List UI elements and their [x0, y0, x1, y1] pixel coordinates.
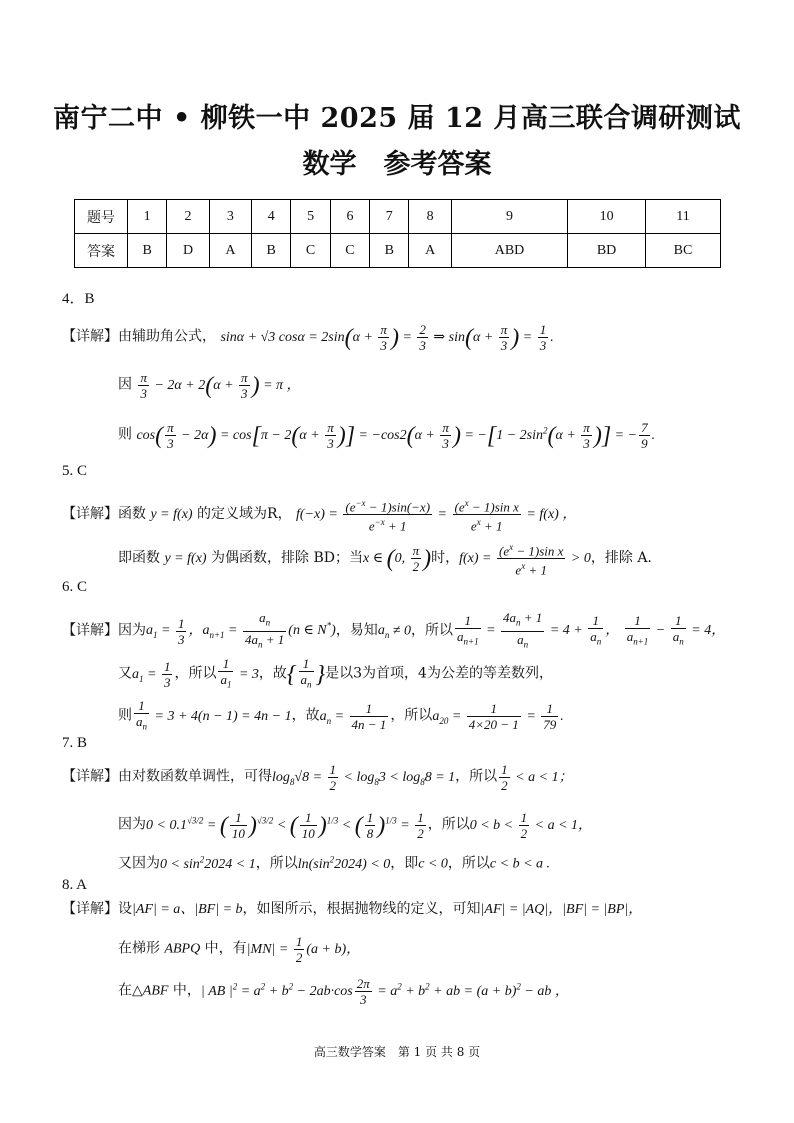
q4-line-3: [118, 420, 655, 451]
q8-line-2: [118, 934, 360, 965]
q5-line-1-lead: 【详解】函数: [62, 506, 151, 523]
q7-line-1-lead: 【详解】由对数函数单调性，可得: [62, 768, 272, 785]
q7-a-range: $\frac{1}{2}$ < a < 1；: [501, 762, 573, 793]
q5-line-2-mid: 为偶函数，排除 BD；当: [206, 550, 363, 567]
q4-formula-1: sinα + √3 cosα = 2sin(α + $\frac{\pi}{3}$ ) = $\frac{2}{3}$ ⇒ sin(α + $\frac{\pi}{3}$ ) = $\frac{1}{3}$ .: [220, 322, 554, 353]
q6-an-nonzero: $a_n \ne 0$: [377, 623, 411, 641]
q8-line-2-lead: 在梯形: [118, 940, 165, 957]
q5-line-2-tail: ，排除 A.: [590, 550, 652, 567]
q4-line-2-lead: 因: [118, 376, 132, 393]
q7-formula-2: $0 < 0.1^{√3/2}$ = ( $\frac{1}{10}$ )$^{√3/2}$ < ( $\frac{1}{10}$ )$^{1/3}$ < ( $\frac{1}{8}$ )$^{1/3}$ = $\frac{1}{2}$: [146, 810, 424, 841]
question-number-cell: 9: [451, 200, 567, 234]
q7-line-3-mid: ，所以: [255, 855, 298, 872]
q4-heading: 4．B: [62, 291, 95, 307]
q5-line-2: [118, 540, 652, 578]
q7-order: c < b < a .: [489, 856, 551, 872]
q6-formula-3: $\frac{1}{a_n}$ = 3 + 4(n − 1) = 4n − 1: [136, 698, 292, 732]
answer-table: [74, 199, 721, 268]
q6-line-2-lead: 又: [118, 665, 132, 682]
q8-heading: 8. A: [62, 877, 88, 893]
q8-line-3-mid: 中，: [168, 982, 201, 999]
q4-line-1: [62, 322, 554, 353]
q7-heading: 7. B: [62, 735, 88, 751]
question-number-cell: 2: [167, 200, 209, 234]
q6-line-3: [118, 698, 564, 735]
answer-cell: B: [252, 234, 291, 268]
q6-seq: { $\frac{1}{a_n}$ }: [286, 656, 326, 690]
q7-b-range: 0 < b < $\frac{1}{2}$ < a < 1，: [469, 810, 593, 841]
q7-ln: $\ln(\sin^22024) < 0$: [297, 854, 391, 872]
q6-an: $a_n$ = $\frac{1}{4n - 1}$: [319, 700, 387, 732]
q8-mn: |MN| = $\frac{1}{2}$ (a + b)，: [246, 934, 361, 965]
q4-line-1-lead: 【详解】由辅助角公式，: [62, 328, 216, 345]
q7-line-2-mid: ，所以: [427, 816, 470, 833]
q5-line-2-mid2: 时，: [431, 550, 460, 567]
question-number-cell: 6: [330, 200, 369, 234]
document-subtitle: 数学 参考答案: [302, 149, 492, 180]
q8-def: |AF| = a、|BF| = b: [132, 902, 243, 917]
question-number-cell: 3: [209, 200, 251, 234]
answer-cell: BD: [568, 234, 646, 268]
q8-line-2-mid: 中，有: [200, 940, 247, 957]
q7-line-3-mid3: ，所以: [447, 855, 490, 872]
q8-line-1-mid: ，如图所示，根据抛物线的定义，可知: [242, 901, 481, 917]
q4-line-3-lead: 则: [118, 426, 132, 443]
answer-row: [75, 234, 721, 268]
question-number-cell: 11: [646, 200, 721, 234]
q7-line-1-mid: ，所以: [455, 768, 498, 785]
q5-formula-1: f(−x) = $\frac{(e^{-x} - 1)\sin(-x)}{e^{-x} + 1}$ = $\frac{(e^x - 1)\sin x}{e^x + 1}$ = f(x) ，: [296, 498, 577, 534]
page-footer: 高三数学答案 第 1 页 共 8 页: [313, 1045, 481, 1059]
q5-line-2-lead: 即函数: [118, 550, 165, 567]
q7-sin-range: $0 < \sin^22024 < 1$: [160, 854, 256, 872]
answer-cell: C: [291, 234, 330, 268]
q5-line-1-mid: 的定义域为R，: [192, 506, 292, 523]
q7-line-1: [62, 762, 573, 793]
q6-line-2-mid: ，所以: [174, 665, 217, 682]
q4-formula-3: cos( $\frac{\pi}{3}$ − 2α) = cos[π − 2(α + $\frac{\pi}{3}$ )] = −cos2(α + $\frac{\pi}{3}$ ) = $-[1 - 2\sin^2(\alpha$ + $\frac{\pi}{3}$ )] = − $\frac{7}{9}$ .: [136, 420, 656, 451]
q6-line-3-lead: 则: [118, 707, 132, 724]
answer-cell: A: [409, 234, 451, 268]
q8-formula: | AB $|^2 = a^2 + b^2 - 2ab\cdot\cos$ $\frac{2\pi}{3}$ = $a^2 + b^2$ + ab = $(a + b)^2$ − ab ，: [200, 976, 569, 1007]
question-number-cell: 8: [409, 200, 451, 234]
row-label-question: 题号: [75, 200, 128, 234]
q8-line-1: [62, 900, 642, 919]
q6-formula-2: $\frac{1}{a_{n+1}}$ = $\frac{4a_n + 1}{a_n}$ = 4 + $\frac{1}{a_n}$ ， $\frac{1}{a_{n+1}}$ − $\frac{1}{a_n}$ = 4，: [457, 610, 726, 650]
q5-line-1: [62, 496, 576, 534]
question-number-row: [75, 200, 721, 234]
row-label-answer: 答案: [75, 234, 128, 268]
q6-line-1-mid: ，易知: [335, 622, 378, 639]
answer-cell: BC: [646, 234, 721, 268]
answer-cell: A: [209, 234, 251, 268]
q6-line-2-mid2: ，故: [258, 665, 287, 682]
q6-line-1-mid2: ，所以: [411, 622, 453, 639]
q6-line-1-lead: 【详解】因为: [62, 622, 146, 639]
q5-formula-2: f(x) = $\frac{(e^x - 1)\sin x}{e^x + 1}$ > 0: [459, 542, 591, 578]
q7-formula-1: $\log_8√8$ = $\frac{1}{2}$ < $\log_83 < \log_88 = 1$: [272, 762, 456, 793]
q7-line-2: [118, 810, 592, 841]
q6-a20: $a_{20}$ = $\frac{1}{4\times 20 - 1}$ = $\frac{1}{79}$ .: [432, 700, 564, 732]
answer-cell: B: [370, 234, 409, 268]
answer-cell: ABD: [451, 234, 567, 268]
q8-line-3-lead: 在: [118, 982, 132, 999]
q5-fn-y: y = f(x): [150, 507, 193, 523]
q5-interval: x ∈ (0, $\frac{\pi}{2}$ ): [363, 543, 432, 575]
q8-line-3: [118, 976, 569, 1007]
question-number-cell: 5: [291, 200, 330, 234]
q7-c: c < 0: [418, 856, 448, 872]
q6-line-2-tail: 是以3为首项，4为公差的等差数列，: [325, 665, 553, 682]
question-number-cell: 7: [370, 200, 409, 234]
answer-cell: B: [128, 234, 167, 268]
q6-formula-1: $a_1$ = $\frac{1}{3}$ ，$a_{n+1}$ = $\frac{a_n}{4a_n + 1}$ (n ∈ N*): [146, 610, 336, 650]
q8-abpq: ABPQ: [164, 941, 201, 957]
q8-line-1-lead: 【详解】设: [62, 901, 132, 917]
q4-formula-2: $\frac{\pi}{3}$ − 2α + 2(α + $\frac{\pi}{3}$ ) = π ，: [140, 370, 301, 401]
q5-fn-y2: y = f(x): [164, 551, 207, 567]
q6-line-3-mid2: ，所以: [390, 707, 433, 724]
answer-cell: D: [167, 234, 209, 268]
question-number-cell: 1: [128, 200, 167, 234]
q6-heading: 6. C: [62, 579, 88, 595]
q7-line-2-lead: 因为: [118, 816, 146, 833]
q7-line-3: [118, 850, 550, 874]
q6-line-3-mid: ，故: [291, 707, 320, 724]
q7-line-3-mid2: ，即: [390, 855, 419, 872]
question-number-cell: 4: [252, 200, 291, 234]
q6-line-2: [118, 656, 553, 693]
q6-line-1: [62, 610, 725, 652]
document-title: 南宁二中 • 柳铁一中 2025 届 12 月高三联合调研测试: [53, 103, 741, 134]
q6-a1: $a_1$ = $\frac{1}{3}$: [132, 658, 171, 690]
q8-triangle: △ABF: [132, 983, 169, 999]
q4-line-2: [118, 370, 301, 401]
q5-heading: 5. C: [62, 463, 88, 479]
q8-eq: |AF| = |AQ|，|BF| = |BP|，: [480, 902, 643, 917]
answer-cell: C: [330, 234, 369, 268]
q7-line-3-lead: 又因为: [118, 855, 160, 872]
question-number-cell: 10: [568, 200, 646, 234]
q6-recip-a1: $\frac{1}{a_1}$ = 3: [220, 656, 259, 690]
